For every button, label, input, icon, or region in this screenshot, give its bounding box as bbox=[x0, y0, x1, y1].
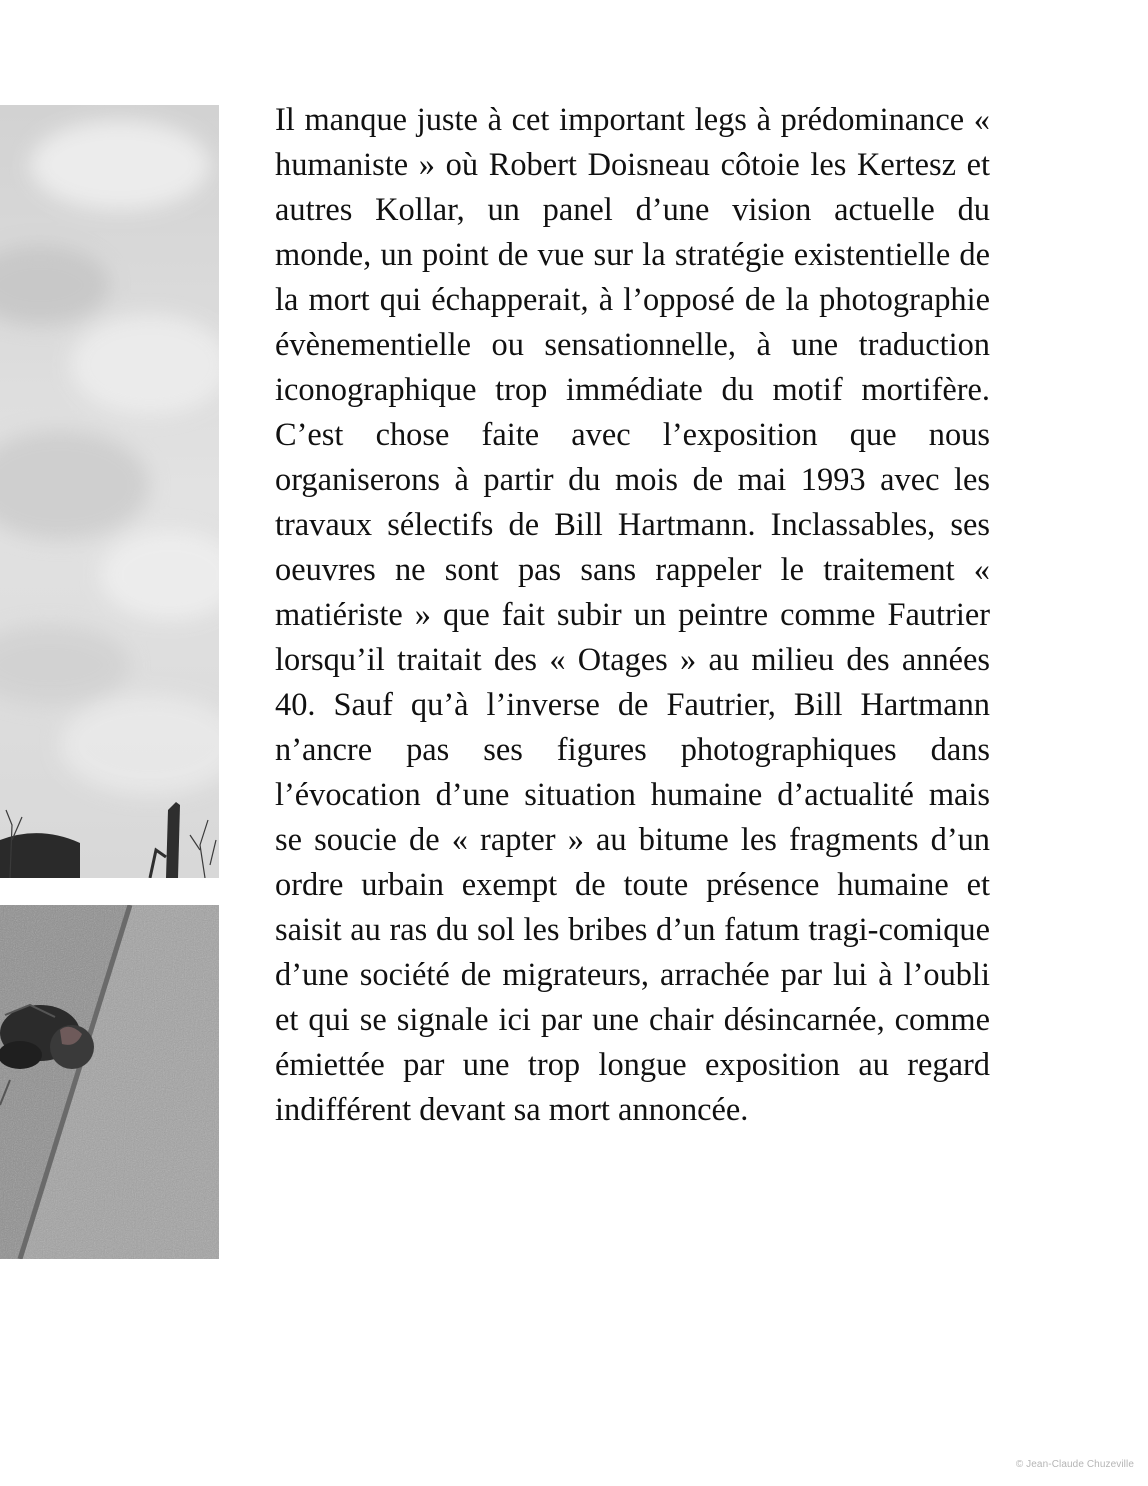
sky-photograph bbox=[0, 105, 219, 878]
copyright-credit: © Jean-Claude Chuzeville bbox=[1015, 1459, 1134, 1470]
pavement-bird-photograph bbox=[0, 905, 219, 1259]
article-paragraph: Il manque juste à cet important legs à prédominance « humaniste » où Robert Doisneau côtoie les Kertesz et autres Kollar, un panel d’une vision actuelle du monde, un point de vue sur la stratégie existentielle de la mort qui échapperait, à l’opposé de la photographie évènementielle ou sensationnelle, à une traduction iconographique trop immédiate du motif mortifère. C’est chose faite avec l’exposition que nous organiserons à partir du mois de mai 1993 avec les travaux sélectifs de Bill Hartmann. Inclassables, ses oeuvres ne sont pas sans rappeler le traitement « matiériste » que fait subir un peintre comme Fautrier lorsqu’il traitait des « Otages » au milieu des années 40. Sauf qu’à l’inverse de Fautrier, Bill Hartmann n’ancre pas ses figures photographiques dans l’évocation d’une situation humaine d’actualité mais se soucie de « rapter » au bitume les fragments d’un ordre urbain exempt de toute présence humaine et saisit au ras du sol les bribes d’un fatum tragi-comique d’une société de migrateurs, arrachée par lui à l’oubli et qui se signale ici par une chair désincarnée, comme émiettée par une trop longue exposition au regard indifférent devant sa mort annoncée. bbox=[275, 102, 990, 1128]
article-text-column bbox=[275, 98, 990, 1133]
